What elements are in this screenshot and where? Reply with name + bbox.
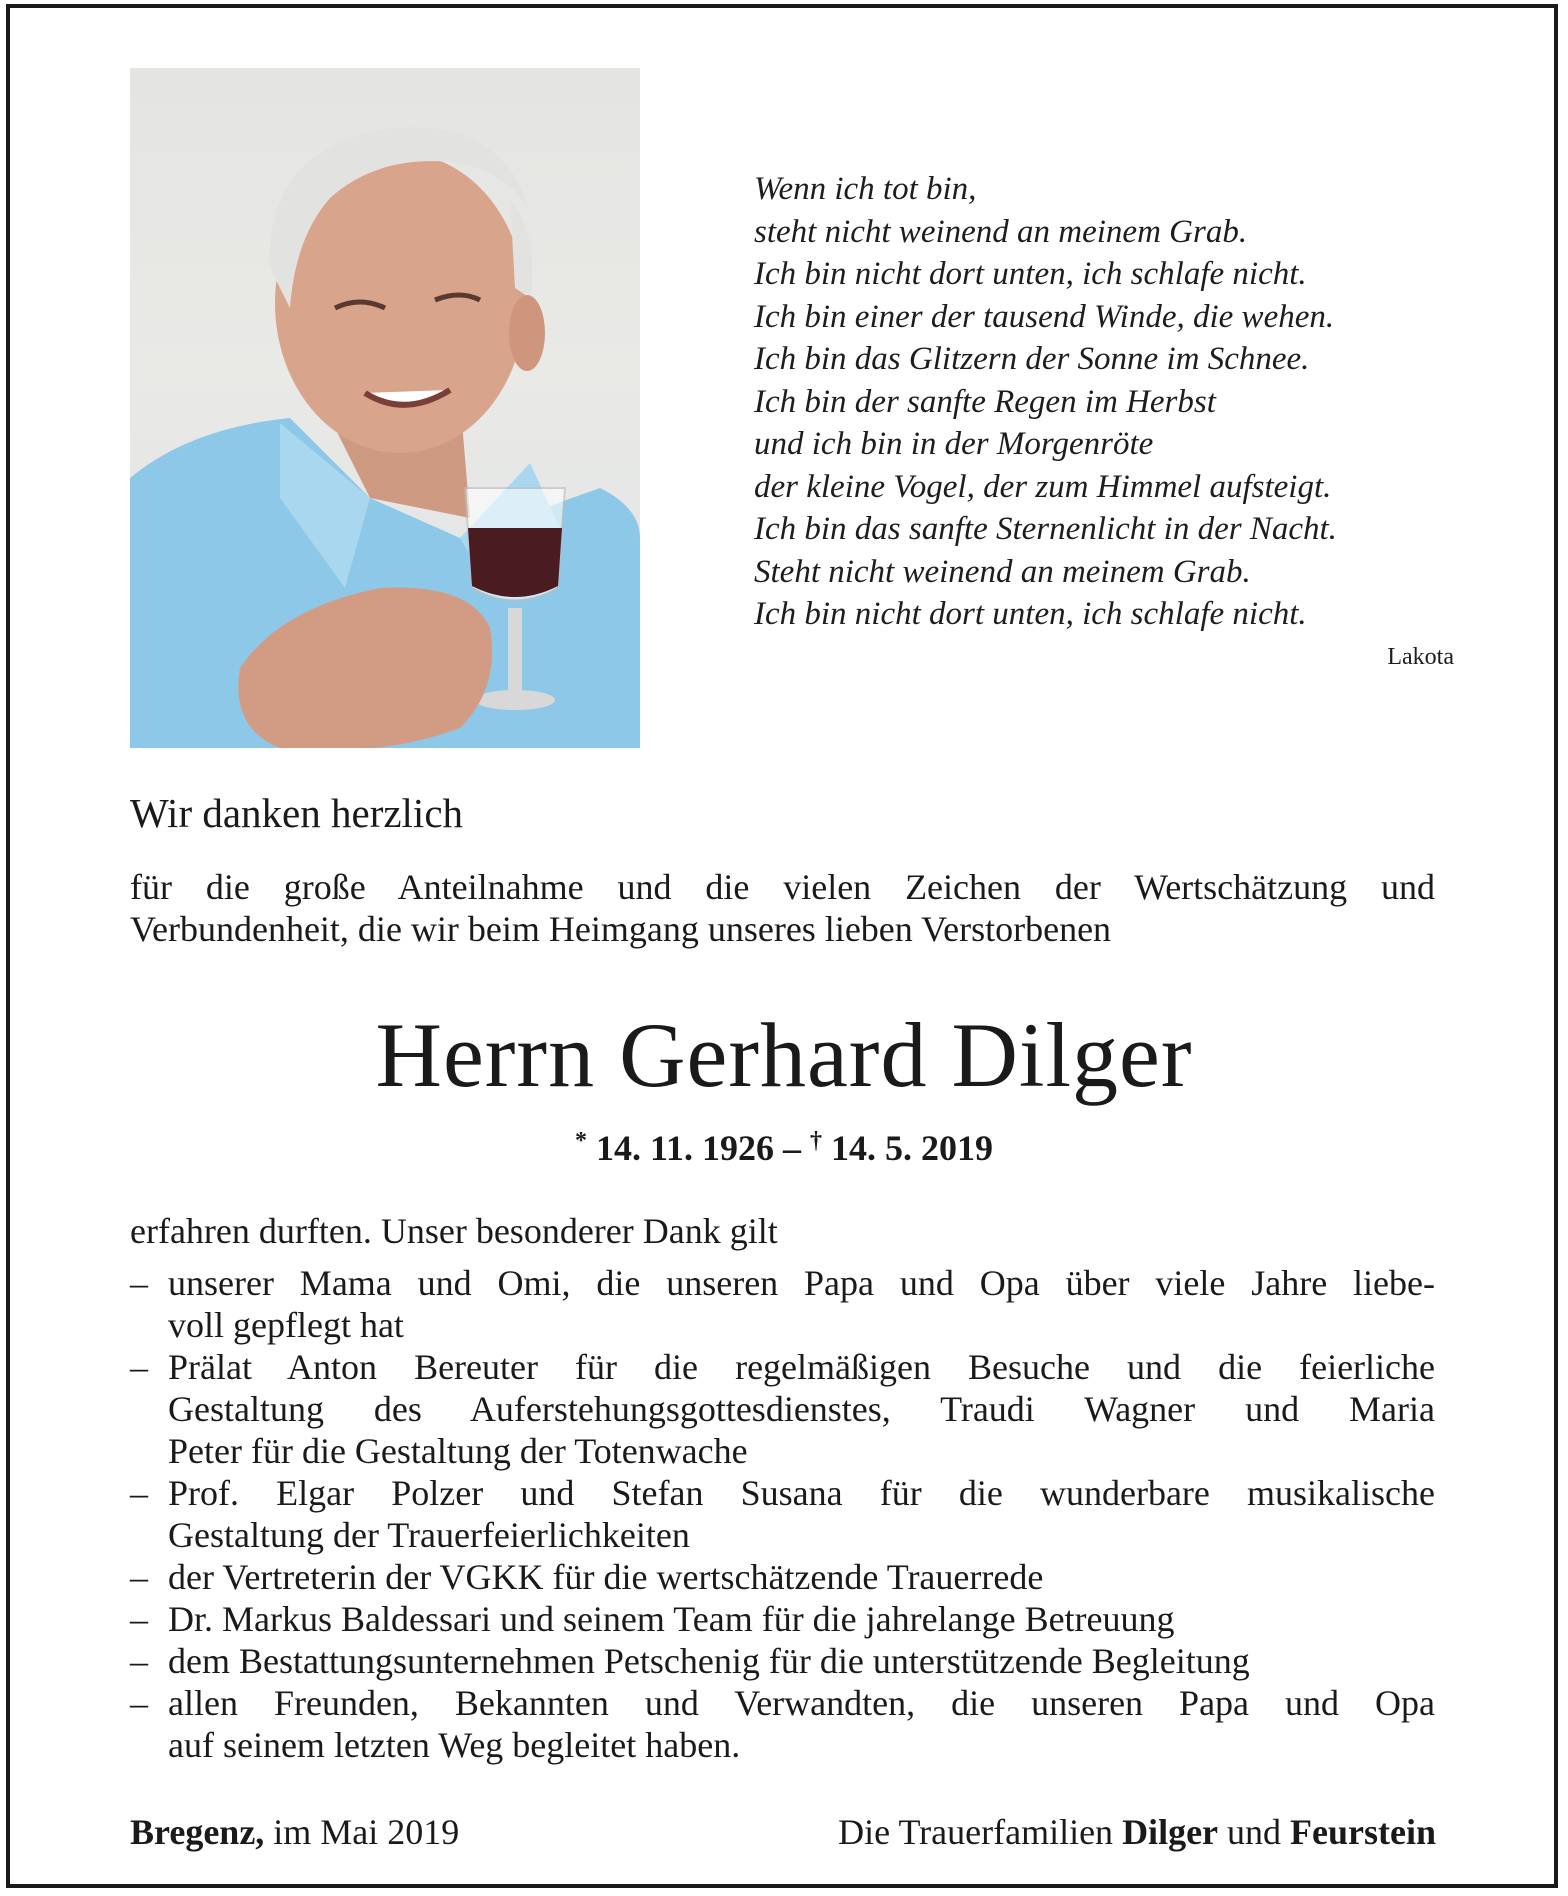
poem-line: Ich bin einer der tausend Winde, die wehen. bbox=[754, 298, 1335, 335]
list-item bbox=[130, 1640, 1435, 1682]
poem-line: und ich bin in der Morgenröte bbox=[754, 426, 1154, 462]
place: Bregenz, bbox=[130, 1812, 265, 1852]
conjunction: und bbox=[1218, 1812, 1291, 1852]
list-item bbox=[130, 1682, 1435, 1766]
life-dates bbox=[0, 1126, 1568, 1170]
gratitude-list bbox=[130, 1262, 1435, 1766]
signature bbox=[838, 1810, 1436, 1854]
list-item-line: Prof. Elgar Polzer und Stefan Susana für die wunderbare musikalische bbox=[168, 1473, 1435, 1513]
list-item bbox=[130, 1262, 1435, 1346]
list-dash: – bbox=[130, 1347, 148, 1387]
list-item-line: Dr. Markus Baldessari und seinem Team für die jahrelange Betreuung bbox=[168, 1599, 1175, 1639]
list-item bbox=[130, 1472, 1435, 1556]
date: im Mai 2019 bbox=[264, 1812, 460, 1852]
poem-line: Ich bin der sanfte Regen im Herbst bbox=[754, 383, 1216, 420]
list-item-line: voll gepflegt hat bbox=[168, 1305, 404, 1345]
list-item-line: der Vertreterin der VGKK für die wertschätzende Trauerrede bbox=[168, 1557, 1044, 1597]
list-dash: – bbox=[130, 1263, 148, 1303]
list-dash: – bbox=[130, 1557, 148, 1597]
list-item-line: Prälat Anton Bereuter für die regelmäßigen Besuche und die feierliche bbox=[168, 1347, 1435, 1387]
poem bbox=[754, 168, 1454, 670]
list-dash: – bbox=[130, 1599, 148, 1639]
list-dash: – bbox=[130, 1473, 148, 1513]
list-item-line: dem Bestattungsunternehmen Petschenig für die unterstützende Begleitung bbox=[168, 1641, 1250, 1681]
list-item-line: unserer Mama und Omi, die unseren Papa und Opa über viele Jahre liebe- bbox=[168, 1263, 1435, 1303]
poem-line: der kleine Vogel, der zum Himmel aufsteigt. bbox=[754, 468, 1332, 505]
list-dash: – bbox=[130, 1683, 148, 1723]
family-name: Feurstein bbox=[1290, 1812, 1436, 1852]
portrait-illustration bbox=[130, 68, 640, 748]
list-item-line: Peter für die Gestaltung der Totenwache bbox=[168, 1431, 748, 1471]
list-item-line: Gestaltung des Auferstehungsgottesdienstes, Traudi Wagner und Maria bbox=[168, 1389, 1435, 1429]
poem-line: Ich bin das Glitzern der Sonne im Schnee. bbox=[754, 341, 1310, 377]
family-name: Dilger bbox=[1122, 1812, 1219, 1852]
poem-line: steht nicht weinend an meinem Grab. bbox=[754, 213, 1248, 250]
gratitude-lead: erfahren durften. Unser besonderer Dank gilt bbox=[130, 1211, 778, 1251]
list-item-line: Gestaltung der Trauerfeierlichkeiten bbox=[168, 1515, 690, 1555]
poem-line: Ich bin nicht dort unten, ich schlafe nicht. bbox=[754, 256, 1307, 292]
poem-author: Lakota bbox=[1387, 644, 1454, 670]
poem-line: Wenn ich tot bin, bbox=[754, 171, 977, 207]
list-item-line: auf seinem letzten Weg begleitet haben. bbox=[168, 1725, 741, 1765]
poem-line: Steht nicht weinend an meinem Grab. bbox=[754, 553, 1251, 590]
date-separator: – bbox=[783, 1128, 801, 1168]
list-item bbox=[130, 1598, 1435, 1640]
list-item-line: allen Freunden, Bekannten und Verwandten, die unseren Papa und Opa bbox=[168, 1683, 1435, 1723]
list-item bbox=[130, 1556, 1435, 1598]
birth-date: 14. 11. 1926 bbox=[595, 1128, 774, 1168]
place-date bbox=[130, 1810, 459, 1854]
list-item bbox=[130, 1346, 1435, 1472]
death-date: 14. 5. 2019 bbox=[831, 1128, 993, 1168]
deceased-name: Herrn Gerhard Dilger bbox=[375, 1004, 1193, 1106]
poem-line: Ich bin nicht dort unten, ich schlafe nicht. bbox=[754, 596, 1307, 632]
death-symbol: † bbox=[810, 1128, 822, 1154]
thanks-heading: Wir danken herzlich bbox=[130, 790, 464, 836]
thanks-intro-line: für die große Anteilnahme und die vielen Zeichen der Wertschätzung und bbox=[130, 867, 1435, 907]
portrait-photo bbox=[130, 68, 640, 748]
list-dash: – bbox=[130, 1641, 148, 1681]
poem-line: Ich bin das sanfte Sternenlicht in der Nacht. bbox=[754, 511, 1337, 547]
birth-symbol: * bbox=[574, 1128, 587, 1154]
thanks-intro-line: Verbundenheit, die wir beim Heimgang unseres lieben Verstorbenen bbox=[130, 909, 1112, 949]
thanks-intro bbox=[130, 866, 1435, 950]
families-prefix: Die Trauerfamilien bbox=[838, 1812, 1123, 1852]
